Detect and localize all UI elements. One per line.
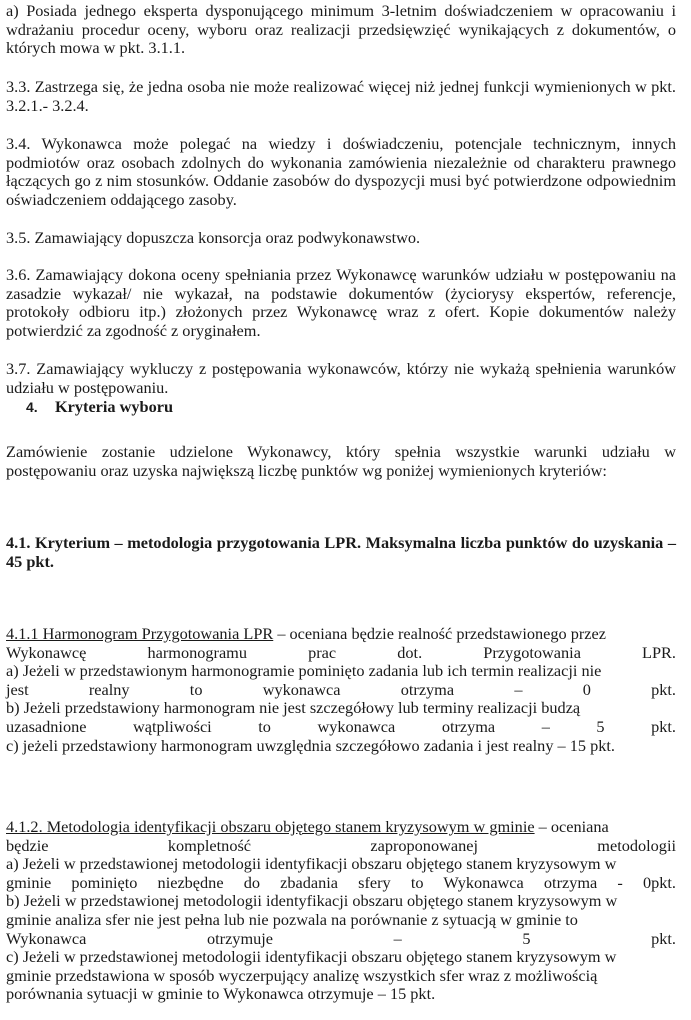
paragraph-3-4: 3.4. Wykonawca może polegać na wiedzy i doświadczeniu, potencjale technicznym, innych podmiotów oraz osobach zdolnych do wykonania zamówienia niezależnie od charakteru prawnego łączących go z nim stosunków. Oddanie zasobów do dyspozycji musi być potwierdzone odpowiednim oświadczeniem oddającego zasoby. xyxy=(6,134,676,209)
criterion-a-line2: jest realny to wykonawca otrzyma – 0 pkt. xyxy=(6,679,676,699)
criterion-b-line1: b) Jeżeli przedstawiony harmonogram nie jest szczegółowy lub terminy realizacji budzą xyxy=(6,698,581,718)
criterion-c-line3: porównania sytuacji w gminie to Wykonawca otrzymuje – 15 pkt. xyxy=(6,984,436,1004)
section-title: Kryteria wyboru xyxy=(55,397,174,416)
criterion-a-line2: gminie pominięto niezbędne do zbadania sfery to Wykonawca otrzyma - 0pkt. xyxy=(6,872,676,892)
criterion-b-line3: Wykonawca otrzymuje – 5 pkt. xyxy=(6,928,676,948)
section-4-1-1-title: 4.1.1 Harmonogram Przygotowania LPR xyxy=(6,624,274,643)
paragraph-3-6: 3.6. Zamawiający dokona oceny spełniania przez Wykonawcę warunków udziału w postępowaniu na zasadzie wykazał/ nie wykazał, na podstawie dokumentów (życiorysy ekspertów, referencje, protokoły odbioru itp.) złożonych przez Wykonawcę wraz z ofert. Kopie dokumentów należy potwierdzić za zgodność z oryginałem. xyxy=(6,265,676,340)
criterion-c-line1: c) Jeżeli w przedstawionej metodologii identyfikacji obszaru objętego stanem kryzysowym w xyxy=(6,947,617,967)
section-4-1-1-intro: – oceniana będzie realność przedstawionego przez xyxy=(273,624,606,643)
criterion-b-line1: b) Jeżeli w przedstawionej metodologii identyfikacji obszaru objętego stanem kryzysowym w xyxy=(6,891,618,911)
criterion-a-line1: a) Jeżeli w przedstawionej metodologii identyfikacji obszaru objętego stanem kryzysowym w xyxy=(6,854,617,874)
section-4-1-1 xyxy=(6,625,676,755)
paragraph-3-3: 3.3. Zastrzega się, że jedna osoba nie może realizować więcej niż jednej funkcji wymienionych w pkt. 3.2.1.- 3.2.4. xyxy=(6,77,676,115)
section-4-1-2-intro: – oceniana xyxy=(534,817,609,836)
criterion-b-line2: gminie analiza sfer nie jest pełna lub nie pozwala na porównanie z sytuacją w gminie to xyxy=(6,909,578,929)
criterion-b-line2: uzasadnione wątpliwości to wykonawca otrzyma – 5 pkt. xyxy=(6,716,676,736)
paragraph-4-intro: Zamówienie zostanie udzielone Wykonawcy, który spełnia wszystkie warunki udziału w postępowaniu oraz uzyska największą liczbę punktów wg poniżej wymienionych kryteriów: xyxy=(6,442,676,480)
section-4-1-2 xyxy=(6,818,676,1004)
heading-4-1: 4.1. Kryterium – metodologia przygotowania LPR. Maksymalna liczba punktów do uzyskania – 45 pkt. xyxy=(6,533,676,571)
paragraph-requirement-a: a) Posiada jednego eksperta dysponującego minimum 3-letnim doświadczeniem w opracowaniu i wdrażaniu procedur oceny, wyboru oraz realizacji przedsięwzięć wynikających z dokumentów, o których mowa w pkt. 3.1.1. xyxy=(6,1,676,58)
section-4-1-2-intro-line2: będzie kompletność zaproponowanej metodologii xyxy=(6,835,676,855)
section-number: 4. xyxy=(26,399,38,415)
criterion-a-line1: a) Jeżeli w przedstawionym harmonogramie pominięto zadania lub ich termin realizacji nie xyxy=(6,661,602,681)
criterion-c-line: c) jeżeli przedstawiony harmonogram uwzględnia szczegółowo zadania i jest realny – 15 pkt. xyxy=(6,735,615,755)
section-4-1-2-title: 4.1.2. Metodologia identyfikacji obszaru objętego stanem kryzysowym w gminie xyxy=(6,817,535,836)
paragraph-3-5: 3.5. Zamawiający dopuszcza konsorcja oraz podwykonawstwo. xyxy=(6,228,421,247)
criterion-c-line2: gminie przedstawiona w sposób wyczerpujący analizę wszystkich sfer wraz z możliwością xyxy=(6,965,598,985)
paragraph-3-7: 3.7. Zamawiający wykluczy z postępowania wykonawców, którzy nie wykażą spełnienia warunków udziału w postępowaniu. xyxy=(6,359,676,397)
section-4-1-1-intro-line2: Wykonawcę harmonogramu prac dot. Przygotowania LPR. xyxy=(6,642,676,662)
section-heading-4 xyxy=(26,398,173,417)
